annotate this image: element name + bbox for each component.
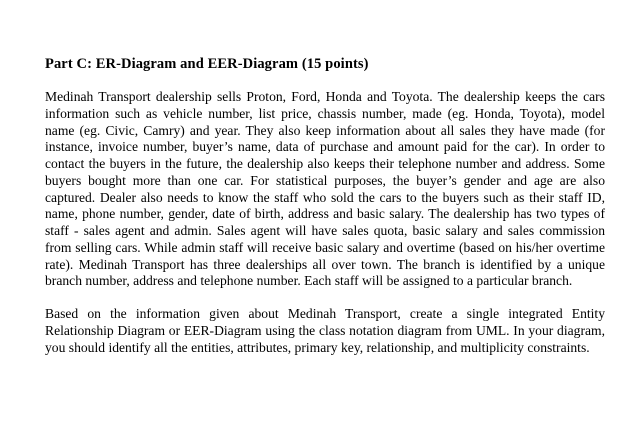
task-paragraph: Based on the information given about Medinah Transport, create a single integrated Entity Relationship Diagram or EER-Diagram using the class notation diagram from UML. In your diagram, you should identify all the entities, attributes, primary key, relationship, and multiplicity constraints. [45, 306, 605, 355]
scenario-paragraph: Medinah Transport dealership sells Proton, Ford, Honda and Toyota. The dealership keeps the cars information such as vehicle number, list price, chassis number, made (eg. Honda, Toyota), model name (eg. Civic, Camry) and year. They also keep information about all sales they have made (for instance, invoice number, buyer’s name, data of purchase and amount paid for the car). In order to contact the buyers in the future, the dealership also keeps their telephone number and address. Some buyers bought more than one car. For statistical purposes, the buyer’s gender and age are also captured. Dealer also needs to know the staff who sold the cars to the buyers such as their staff ID, name, phone number, gender, date of birth, address and basic salary. The dealership has two types of staff - sales agent and admin. Sales agent will have sales quota, basic salary and sales commission from selling cars. While admin staff will receive basic salary and overtime (based on his/her overtime rate). Medinah Transport has three dealerships all over town. The branch is identified by a unique branch number, address and telephone number. Each staff will be assigned to a particular branch. [45, 89, 605, 289]
document-page [45, 55, 605, 356]
section-heading: Part C: ER-Diagram and EER-Diagram (15 points) [45, 56, 369, 72]
